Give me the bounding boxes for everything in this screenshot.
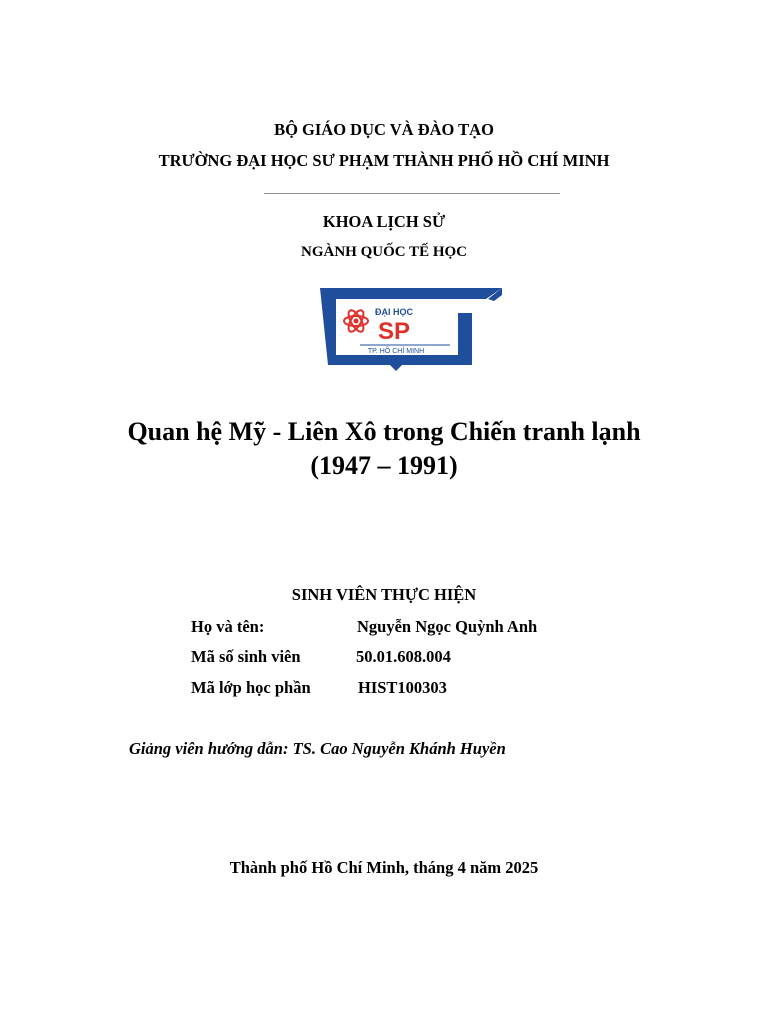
- class-code-value: HIST100303: [358, 678, 447, 697]
- student-id-value: 50.01.608.004: [356, 647, 451, 666]
- place-date-footer: Thành phố Hồ Chí Minh, tháng 4 năm 2025: [229, 858, 539, 877]
- thesis-title-line1: Quan hệ Mỹ - Liên Xô trong Chiến tranh lạnh: [127, 417, 641, 446]
- student-name-value: Nguyễn Ngọc Quỳnh Anh: [357, 617, 538, 636]
- student-id-label: Mã số sinh viên: [191, 647, 301, 666]
- logo-text-line2: SP: [377, 318, 411, 345]
- major-heading: NGÀNH QUỐC TẾ HỌC: [301, 244, 467, 260]
- thesis-title-line2: (1947 – 1991): [310, 451, 458, 480]
- student-section-heading: SINH VIÊN THỰC HIỆN: [291, 585, 477, 604]
- student-name-label: Họ và tên:: [191, 617, 265, 636]
- class-code-label: Mã lớp học phần: [191, 678, 311, 697]
- logo-text-line3: TP. HỒ CHÍ MINH: [367, 348, 425, 355]
- faculty-heading: KHOA LỊCH SỬ: [322, 212, 446, 231]
- advisor-line: Giảng viên hướng dẫn: TS. Cao Nguyễn Khánh Huyền: [129, 739, 506, 758]
- logo-text-line1: ĐẠI HỌC: [375, 307, 413, 317]
- ministry-heading: BỘ GIÁO DỤC VÀ ĐÀO TẠO: [274, 120, 494, 139]
- university-logo: [318, 285, 506, 375]
- header-divider: [264, 193, 560, 194]
- university-heading: TRƯỜNG ĐẠI HỌC SƯ PHẠM THÀNH PHỐ HỒ CHÍ MINH: [158, 151, 610, 170]
